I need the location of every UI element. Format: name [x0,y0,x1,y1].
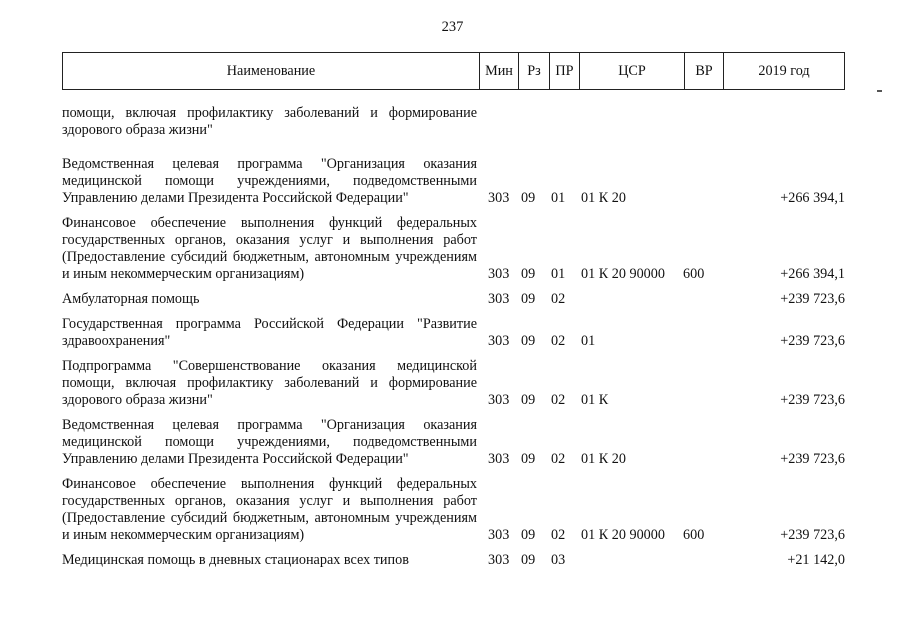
row-min: 303 [488,333,510,349]
table-row [62,476,845,544]
row-min: 303 [488,451,510,467]
row-vr: 600 [683,266,705,282]
header-year: 2019 год [758,62,810,79]
row-name: Государственная программа Российской Федерации "Развитие здравоохранения" [62,316,477,349]
page-number: 237 [441,19,464,35]
header-min: Мин [480,53,519,89]
row-csr: 01 К 20 90000 [581,527,665,543]
table-row [62,316,845,350]
row-min: 303 [488,552,510,568]
row-csr: 01 [581,333,596,349]
row-min: 303 [488,291,510,307]
table-row [62,105,845,139]
row-vr: 600 [683,527,705,543]
row-rz: 09 [521,451,536,467]
row-csr: 01 К 20 90000 [581,266,665,282]
row-amount: +266 394,1 [780,266,845,282]
row-rz: 09 [521,552,536,568]
row-csr: 01 К 20 [581,451,626,467]
header-csr: ЦСР [580,53,685,89]
row-amount: +239 723,6 [780,291,845,307]
row-pr: 01 [551,266,566,282]
table-row [62,215,845,283]
row-rz: 09 [521,291,536,307]
row-pr: 02 [551,333,566,349]
row-amount: +239 723,6 [780,333,845,349]
row-min: 303 [488,190,510,206]
row-name: помощи, включая профилактику заболеваний и формирование здорового образа жизни" [62,105,477,138]
row-name: Ведомственная целевая программа "Организация оказания медицинской помощи учреждениями, подведомственными Управлению делами Президента Российской Федерации" [62,417,477,467]
header-name: Наименование [63,53,480,89]
row-amount: +239 723,6 [780,451,845,467]
row-name: Амбулаторная помощь [62,291,200,307]
row-rz: 09 [521,333,536,349]
row-amount: +266 394,1 [780,190,845,206]
row-amount: +239 723,6 [780,392,845,408]
table-row [62,291,845,308]
row-csr: 01 К [581,392,609,408]
header-vr: ВР [685,53,724,89]
row-rz: 09 [521,527,536,543]
row-min: 303 [488,527,510,543]
row-name: Ведомственная целевая программа "Организация оказания медицинской помощи учреждениями, подведомственными Управлению делами Президента Российской Федерации" [62,156,477,206]
header-pr: ПР [550,53,580,89]
scan-mark [877,90,882,92]
table-row [62,417,845,468]
row-pr: 02 [551,291,566,307]
row-amount: +239 723,6 [780,527,845,543]
row-pr: 01 [551,190,566,206]
table-row [62,358,845,409]
row-name: Финансовое обеспечение выполнения функций федеральных государственных органов, оказания услуг и выполнения работ (Предоставление субсидий бюджетным, автономным учреждениям и иным некоммерческим организациям) [62,476,477,543]
row-pr: 02 [551,527,566,543]
row-pr: 02 [551,392,566,408]
row-amount: +21 142,0 [787,552,845,568]
row-pr: 03 [551,552,566,568]
row-min: 303 [488,392,510,408]
row-name: Финансовое обеспечение выполнения функций федеральных государственных органов, оказания услуг и выполнения работ (Предоставление субсидий бюджетным, автономным учреждениям и иным некоммерческим организациям) [62,215,477,282]
row-rz: 09 [521,190,536,206]
row-name: Подпрограмма "Совершенствование оказания медицинской помощи, включая профилактику заболеваний и формирование здорового образа жизни" [62,358,477,408]
row-rz: 09 [521,392,536,408]
row-pr: 02 [551,451,566,467]
table-row [62,552,845,569]
row-csr: 01 К 20 [581,190,626,206]
row-name: Медицинская помощь в дневных стационарах всех типов [62,552,409,568]
table-body [62,97,845,569]
row-rz: 09 [521,266,536,282]
header-rz: Рз [519,53,550,89]
table-row [62,156,845,207]
row-min: 303 [488,266,510,282]
table-header [62,52,845,90]
